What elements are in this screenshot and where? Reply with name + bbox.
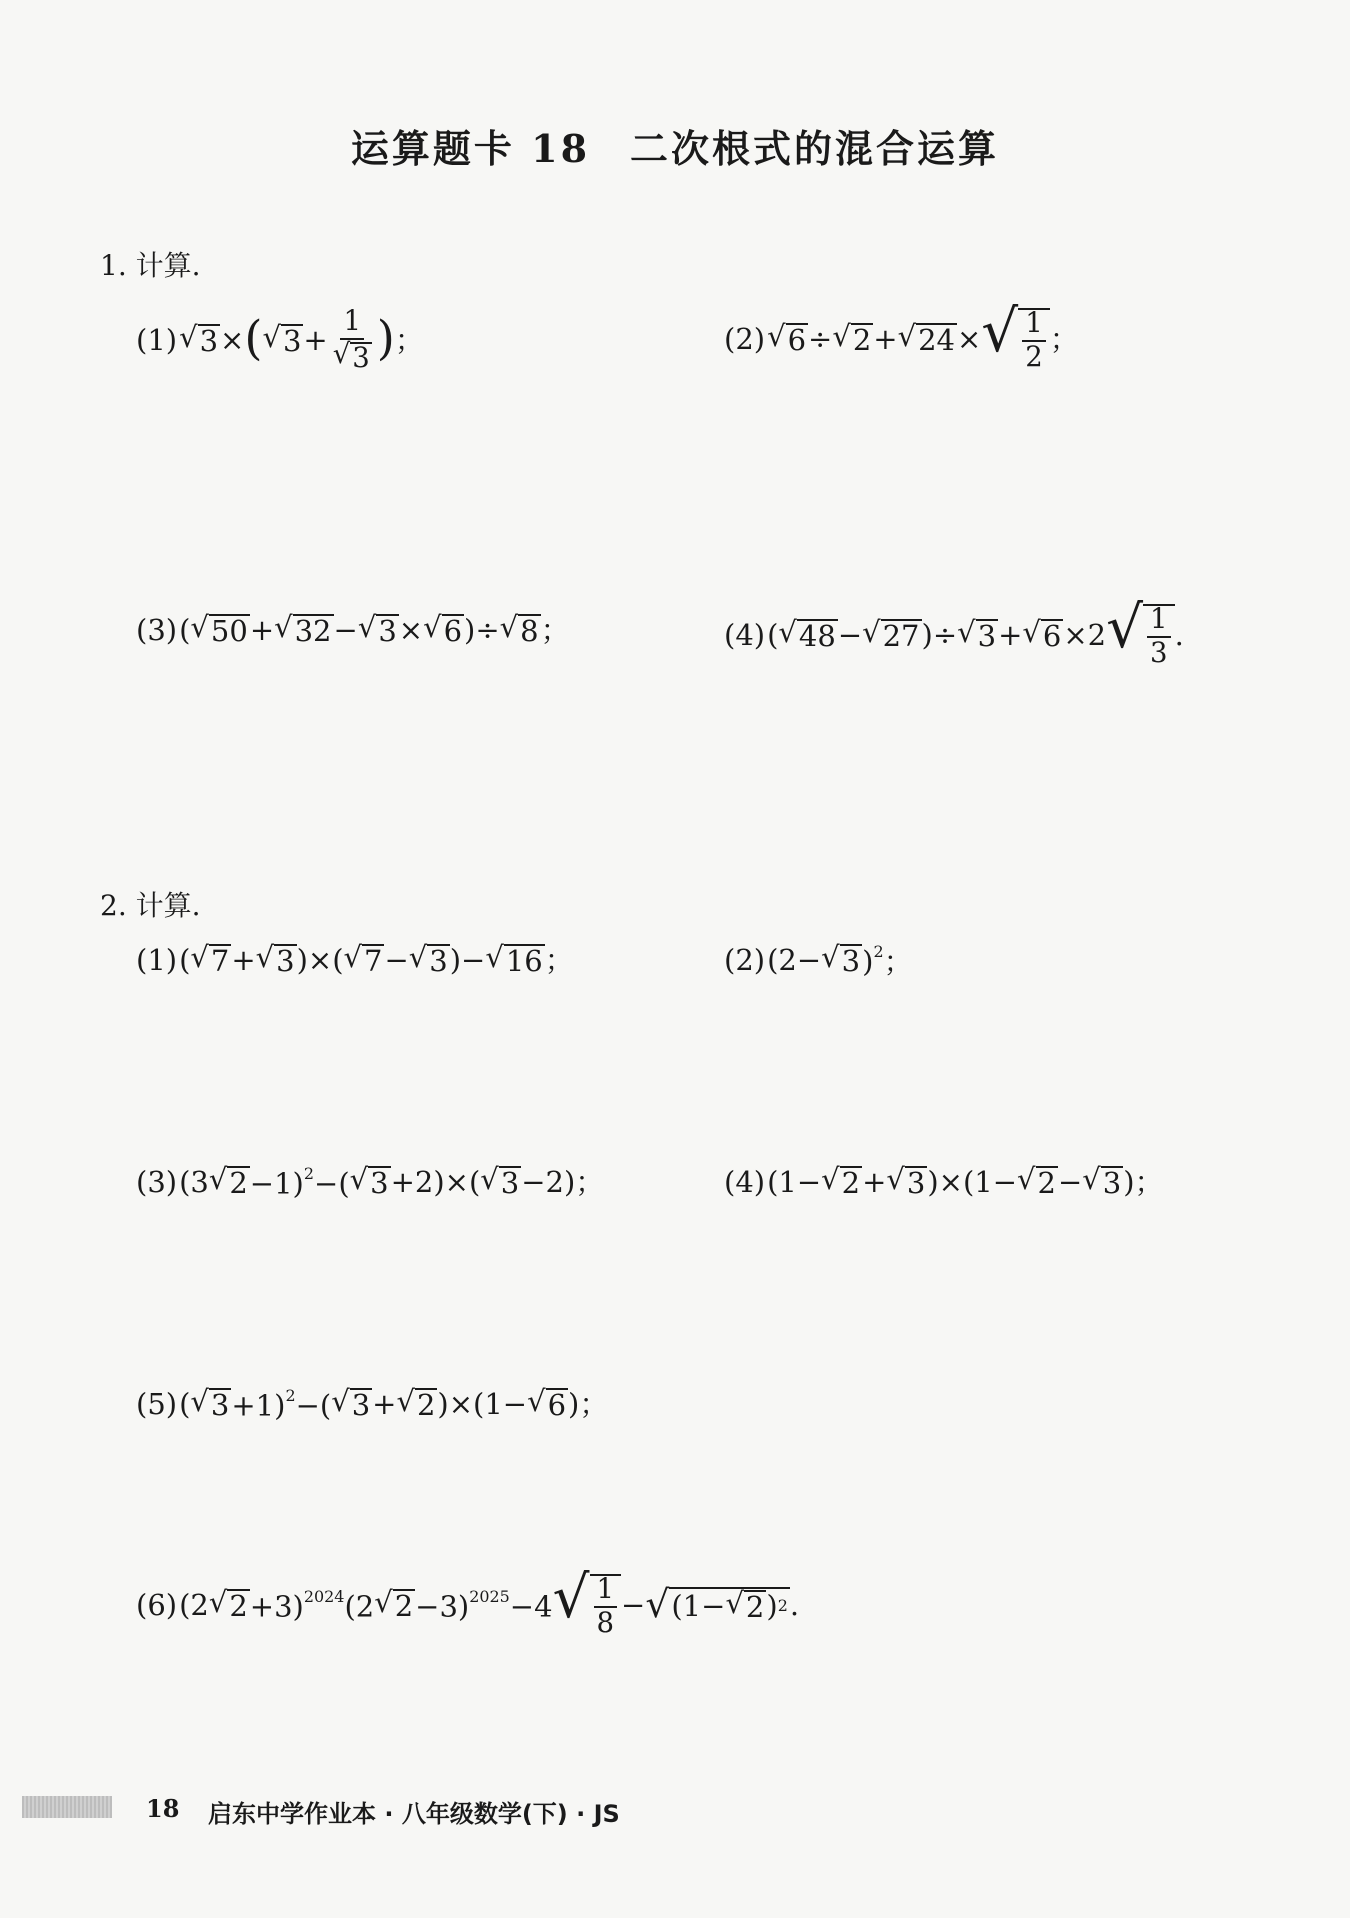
s2-q5: (5) ( √ 3 +1)$^2$−( √ 3 + √ 2 )×(1− √ 6 )；	[136, 1384, 609, 1423]
s2-q2-label: (2)	[724, 942, 766, 977]
s2-q4: (4) (1− √ 2 + √ 3 )×(1− √ 2 − √ 3 )；	[724, 1162, 1164, 1200]
s1-q3: (3) ( √ 50 + √ 32 − √ 3 × √ 6 )÷ √ 8 ；	[136, 610, 570, 648]
s2-q4-label: (4)	[724, 1164, 766, 1199]
footer-decoration-bar	[22, 1796, 112, 1818]
s2-q6-label: (6)	[136, 1588, 178, 1623]
s1-q1-label: (1)	[136, 322, 178, 357]
title-main: 运算题卡 18	[350, 126, 591, 171]
s1-q2-label: (2)	[724, 322, 766, 357]
title-sub: 二次根式的混合运算	[630, 126, 1000, 171]
s2-q3: (3) (3 √ 2 −1)$^2$−( √ 3 +2)×( √ 3 −2)；	[136, 1162, 605, 1201]
s2-q3-label: (3)	[136, 1164, 178, 1199]
s2-q6: (6) (2 √ 2 +3)$^{2024}$(2 √ 2 −3)$^{2025}$−4 √ $\frac{1}{8}$ − √ (1− √ 2 ) 2 .	[136, 1563, 800, 1639]
s2-q1-label: (1)	[136, 942, 178, 977]
s2-q2: (2) (2− √ 3 )$^2$；	[724, 940, 913, 979]
s1-q4-label: (4)	[724, 618, 766, 653]
s1-q1: (1) √ 3 × ( √ 3 + 1 √ 3 ) ；	[136, 305, 424, 374]
page-title	[0, 118, 1350, 173]
s2-q1: (1) ( √ 7 + √ 3 )×( √ 7 − √ 3 )− √ 16 ；	[136, 940, 574, 978]
s1-q3-label: (3)	[136, 612, 178, 647]
s2-q5-label: (5)	[136, 1386, 178, 1421]
footer-book-title: 启东中学作业本 · 八年级数学(下) · JS	[208, 1800, 620, 1828]
s1-q2: (2) √ 6 ÷ √ 2 + √ 24 × √ $\frac{1}{2}$ ；	[724, 297, 1079, 373]
section-1-heading: 1. 计算.	[100, 249, 201, 282]
s1-q4: (4) ( √ 48 − √ 27 )÷ √ 3 + √ 6 ×2 √ $\frac{1}{3}$ .	[724, 593, 1184, 669]
section-2-heading: 2. 计算.	[100, 889, 201, 922]
page-number: 18	[146, 1794, 180, 1823]
